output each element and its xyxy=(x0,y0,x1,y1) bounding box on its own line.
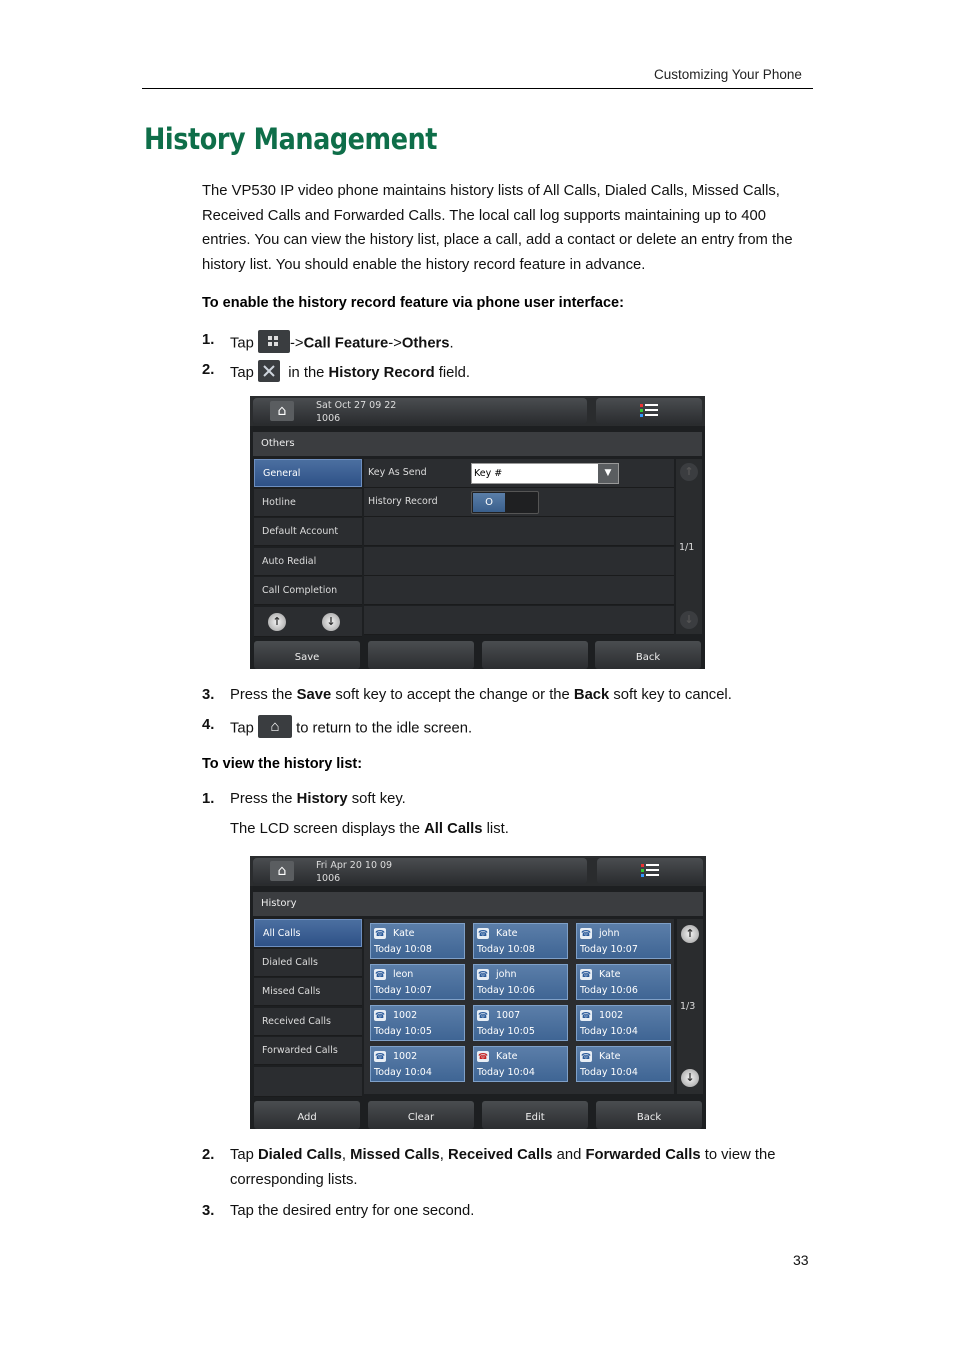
history-entry[interactable] xyxy=(473,1046,568,1082)
menu-item-hotline[interactable]: Hotline xyxy=(254,489,362,517)
softkey-2[interactable] xyxy=(368,641,474,669)
entry-name: 1007 xyxy=(496,1010,521,1021)
entry-name: Kate xyxy=(599,969,621,980)
phone-icon: ☎ xyxy=(581,1011,591,1020)
entry-time: Today 10:06 xyxy=(477,985,535,996)
scroll-down-icon[interactable]: ↓ xyxy=(681,1069,699,1087)
entry-time: Today 10:07 xyxy=(374,985,432,996)
scrollbar[interactable] xyxy=(676,459,702,634)
missed-call-icon: ☎ xyxy=(478,1052,488,1061)
page-title: History Management xyxy=(144,122,438,156)
phone-screen-others xyxy=(250,396,705,669)
chevron-down-icon: ▼ xyxy=(598,464,618,483)
tab-missed-calls[interactable]: Missed Calls xyxy=(254,978,362,1006)
tab-empty xyxy=(254,1067,362,1097)
phone-icon: ☎ xyxy=(375,970,385,979)
entry-time: Today 10:05 xyxy=(477,1026,535,1037)
key-as-send-select[interactable]: Key # ▼ xyxy=(471,463,619,484)
setting-row-empty xyxy=(364,606,674,635)
tab-forwarded-calls[interactable]: Forwarded Calls xyxy=(254,1037,362,1065)
entry-time: Today 10:04 xyxy=(580,1067,638,1078)
entry-time: Today 10:06 xyxy=(580,985,638,996)
procedure-heading-view: To view the history list: xyxy=(202,756,363,772)
menu-item-call-completion[interactable]: Call Completion xyxy=(254,577,362,605)
add-softkey[interactable]: Add xyxy=(254,1101,360,1129)
list-menu-button[interactable] xyxy=(597,858,703,884)
phone-icon: ☎ xyxy=(581,929,591,938)
entry-time: Today 10:08 xyxy=(374,944,432,955)
close-icon[interactable] xyxy=(258,360,280,382)
history-entry[interactable] xyxy=(576,923,671,959)
page-number: 33 xyxy=(793,1252,809,1268)
intro-paragraph: The VP530 IP video phone maintains history lists of All Calls, Dialed Calls, Missed Calls, Received Calls and Forwarded Calls. The local call log supports maintaining up to 400 entries. You can view the history list, place a call, add a contact or delete an entry from the history list. You should enable the history record feature in advance. xyxy=(202,183,793,274)
setting-row-empty xyxy=(364,576,674,605)
history-entry[interactable] xyxy=(370,923,465,959)
history-entry[interactable] xyxy=(576,964,671,1000)
entry-time: Today 10:07 xyxy=(580,944,638,955)
entry-name: leon xyxy=(393,969,414,980)
entry-time: Today 10:04 xyxy=(580,1026,638,1037)
setting-row-key-as-send: Key As Send Key # ▼ xyxy=(364,459,674,488)
procedure-heading-enable: To enable the history record feature via phone user interface: xyxy=(202,295,624,311)
screen-ext: 1006 xyxy=(316,413,341,424)
save-softkey[interactable]: Save xyxy=(254,641,360,669)
home-icon[interactable]: ⌂ xyxy=(270,861,294,881)
scroll-down-icon[interactable]: ↓ xyxy=(680,611,698,629)
phone-icon: ☎ xyxy=(581,1052,591,1061)
entry-time: Today 10:04 xyxy=(374,1067,432,1078)
entry-time: Today 10:04 xyxy=(477,1067,535,1078)
tab-all-calls[interactable]: All Calls xyxy=(254,919,362,947)
phone-icon: ☎ xyxy=(581,970,591,979)
entry-name: Kate xyxy=(393,928,415,939)
list-icon xyxy=(640,404,658,418)
arrow-up-icon[interactable]: ↑ xyxy=(268,613,286,631)
history-entry[interactable] xyxy=(473,1005,568,1041)
scroll-up-icon[interactable]: ↑ xyxy=(680,463,698,481)
phone-icon: ☎ xyxy=(478,1011,488,1020)
scroll-up-icon[interactable]: ↑ xyxy=(681,925,699,943)
history-entry[interactable] xyxy=(576,1005,671,1041)
phone-icon: ☎ xyxy=(478,970,488,979)
entry-name: 1002 xyxy=(393,1010,418,1021)
phone-icon: ☎ xyxy=(375,1011,385,1020)
home-icon[interactable]: ⌂ xyxy=(258,715,292,738)
list-menu-button[interactable] xyxy=(596,398,702,424)
page-indicator: 1/3 xyxy=(680,1001,696,1012)
history-entry[interactable] xyxy=(370,964,465,1000)
entry-name: 1002 xyxy=(393,1051,418,1062)
phone-icon: ☎ xyxy=(375,929,385,938)
home-icon[interactable]: ⌂ xyxy=(270,401,294,421)
entry-name: Kate xyxy=(496,1051,518,1062)
screen-title: Others xyxy=(253,432,702,456)
arrow-down-icon[interactable]: ↓ xyxy=(322,613,340,631)
menu-item-general[interactable]: General xyxy=(254,459,362,487)
running-header: Customizing Your Phone xyxy=(654,67,802,82)
entry-name: 1002 xyxy=(599,1010,624,1021)
screen-ext: 1006 xyxy=(316,873,341,884)
menu-item-auto-redial[interactable]: Auto Redial xyxy=(254,548,362,576)
entry-name: Kate xyxy=(496,928,518,939)
phone-icon: ☎ xyxy=(375,1052,385,1061)
scrollbar[interactable] xyxy=(677,919,703,1094)
menu-nav xyxy=(254,607,362,637)
entry-name: john xyxy=(599,928,620,939)
softkey-3[interactable] xyxy=(482,641,588,669)
tab-received-calls[interactable]: Received Calls xyxy=(254,1008,362,1036)
tab-dialed-calls[interactable]: Dialed Calls xyxy=(254,949,362,977)
entry-name: Kate xyxy=(599,1051,621,1062)
history-entry[interactable] xyxy=(576,1046,671,1082)
history-entry[interactable] xyxy=(473,923,568,959)
entry-time: Today 10:08 xyxy=(477,944,535,955)
phone-screen-history xyxy=(250,856,706,1129)
menu-item-default-account[interactable]: Default Account xyxy=(254,518,362,546)
history-entry[interactable] xyxy=(370,1005,465,1041)
menu-icon[interactable] xyxy=(258,330,290,353)
back-softkey[interactable]: Back xyxy=(595,641,701,669)
page-indicator: 1/1 xyxy=(679,542,695,553)
edit-softkey[interactable]: Edit xyxy=(482,1101,588,1129)
history-entry[interactable] xyxy=(370,1046,465,1082)
screen-date: Fri Apr 20 10 09 xyxy=(316,860,393,871)
back-softkey[interactable]: Back xyxy=(596,1101,702,1129)
list-icon xyxy=(641,864,659,878)
history-record-toggle[interactable]: O xyxy=(471,491,539,514)
setting-row-history-record: History Record O xyxy=(364,488,674,517)
header-rule xyxy=(142,88,813,89)
clear-softkey[interactable]: Clear xyxy=(368,1101,474,1129)
screen-date: Sat Oct 27 09 22 xyxy=(316,400,397,411)
entry-name: john xyxy=(496,969,517,980)
phone-icon: ☎ xyxy=(478,929,488,938)
setting-row-empty xyxy=(364,547,674,576)
entry-time: Today 10:05 xyxy=(374,1026,432,1037)
history-entry[interactable] xyxy=(473,964,568,1000)
setting-row-empty xyxy=(364,517,674,546)
history-entries-grid xyxy=(364,919,674,1094)
screen-title: History xyxy=(253,892,703,916)
